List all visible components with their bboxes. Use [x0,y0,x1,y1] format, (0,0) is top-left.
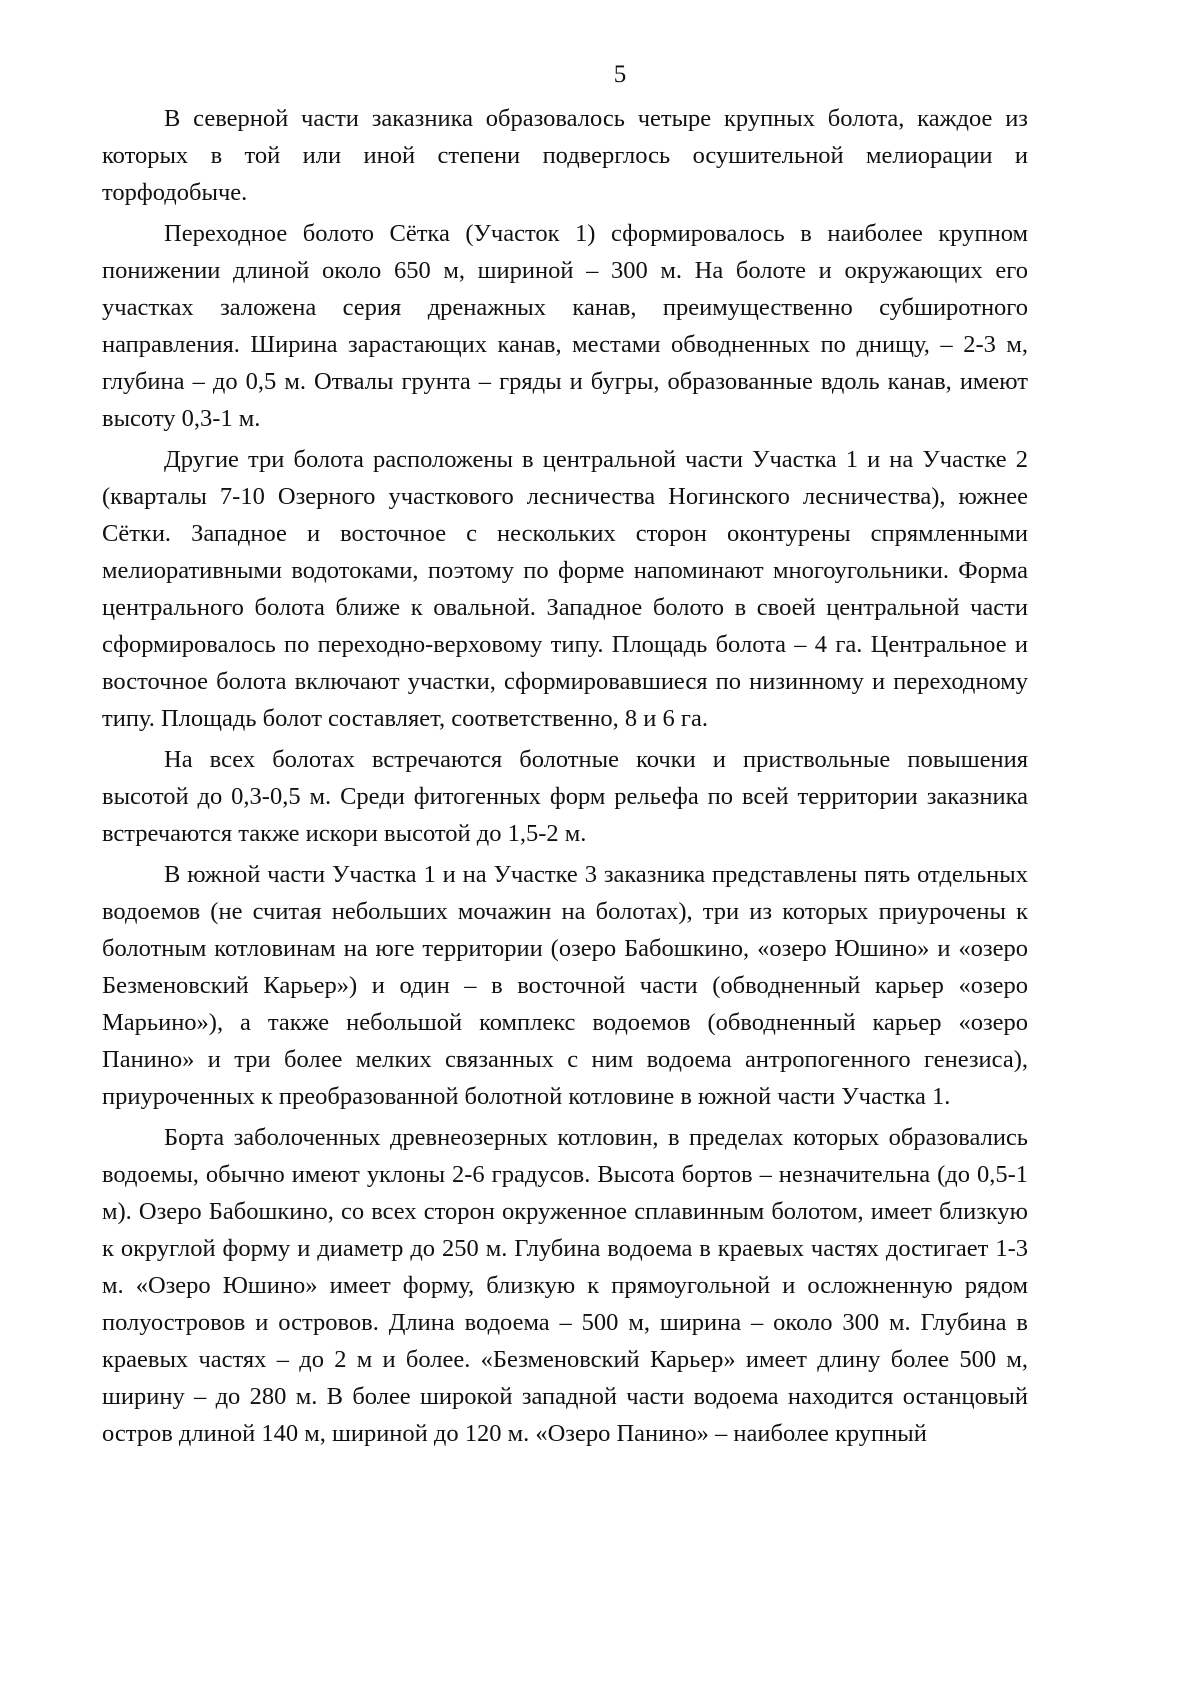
paragraph-2: Переходное болото Сётка (Участок 1) сформировалось в наиболее крупном понижении длиной около 650 м, шириной – 300 м. На болоте и окружающих его участках заложена серия дренажных канав, преимущественно субширотного направления. Ширина зарастающих канав, местами обводненных по днищу, – 2-3 м, глубина – до 0,5 м. Отвалы грунта – гряды и бугры, образованные вдоль канав, имеют высоту 0,3-1 м. [102,220,1028,432]
paragraph-6: Борта заболоченных древнеозерных котловин, в пределах которых образовались водоемы, обычно имеют уклоны 2-6 градусов. Высота бортов – незначительна (до 0,5-1 м). Озеро Бабошкино, со всех сторон окруженное сплавинным болотом, имеет близкую к округлой форму и диаметр до 250 м. Глубина водоема в краевых частях достигает 1-3 м. «Озеро Юшино» имеет форму, близкую к прямоугольной и осложненную рядом полуостровов и островов. Длина водоема – 500 м, ширина – около 300 м. Глубина в краевых частях – до 2 м и более. «Безменовский Карьер» имеет длину более 500 м, ширину – до 280 м. В более широкой западной части водоема находится останцовый остров длиной 140 м, шириной до 120 м. «Озеро Панино» – наиболее крупный [102,1124,1028,1447]
paragraph-1: В северной части заказника образовалось четыре крупных болота, каждое из которых в той или иной степени подверглось осушительной мелиорации и торфодобыче. [102,105,1028,206]
paragraph-3: Другие три болота расположены в центральной части Участка 1 и на Участке 2 (кварталы 7-10 Озерного участкового лесничества Ногинского лесничества), южнее Сётки. Западное и восточное с нескольких сторон оконтурены спрямленными мелиоративными водотоками, поэтому по форме напоминают многоугольники. Форма центрального болота ближе к овальной. Западное болото в своей центральной части сформировалось по переходно-верховому типу. Площадь болота – 4 га. Центральное и восточное болота включают участки, сформировавшиеся по низинному и переходному типу. Площадь болот составляет, соответственно, 8 и 6 га. [102,446,1028,732]
page-number: 5 [613,61,627,88]
text-body [102,100,1028,1456]
paragraph-5: В южной части Участка 1 и на Участке 3 заказника представлены пять отдельных водоемов (не считая небольших мочажин на болотах), три из которых приурочены к болотным котловинам на юге территории (озеро Бабошкино, «озеро Юшино» и «озеро Безменовский Карьер») и один – в восточной части (обводненный карьер «озеро Марьино»), а также небольшой комплекс водоемов (обводненный карьер «озеро Панино» и три более мелких связанных с ним водоема антропогенного генезиса), приуроченных к преобразованной болотной котловине в южной части Участка 1. [102,861,1028,1110]
paragraph-4: На всех болотах встречаются болотные кочки и приствольные повышения высотой до 0,3-0,5 м. Среди фитогенных форм рельефа по всей территории заказника встречаются также искори высотой до 1,5-2 м. [102,746,1028,847]
